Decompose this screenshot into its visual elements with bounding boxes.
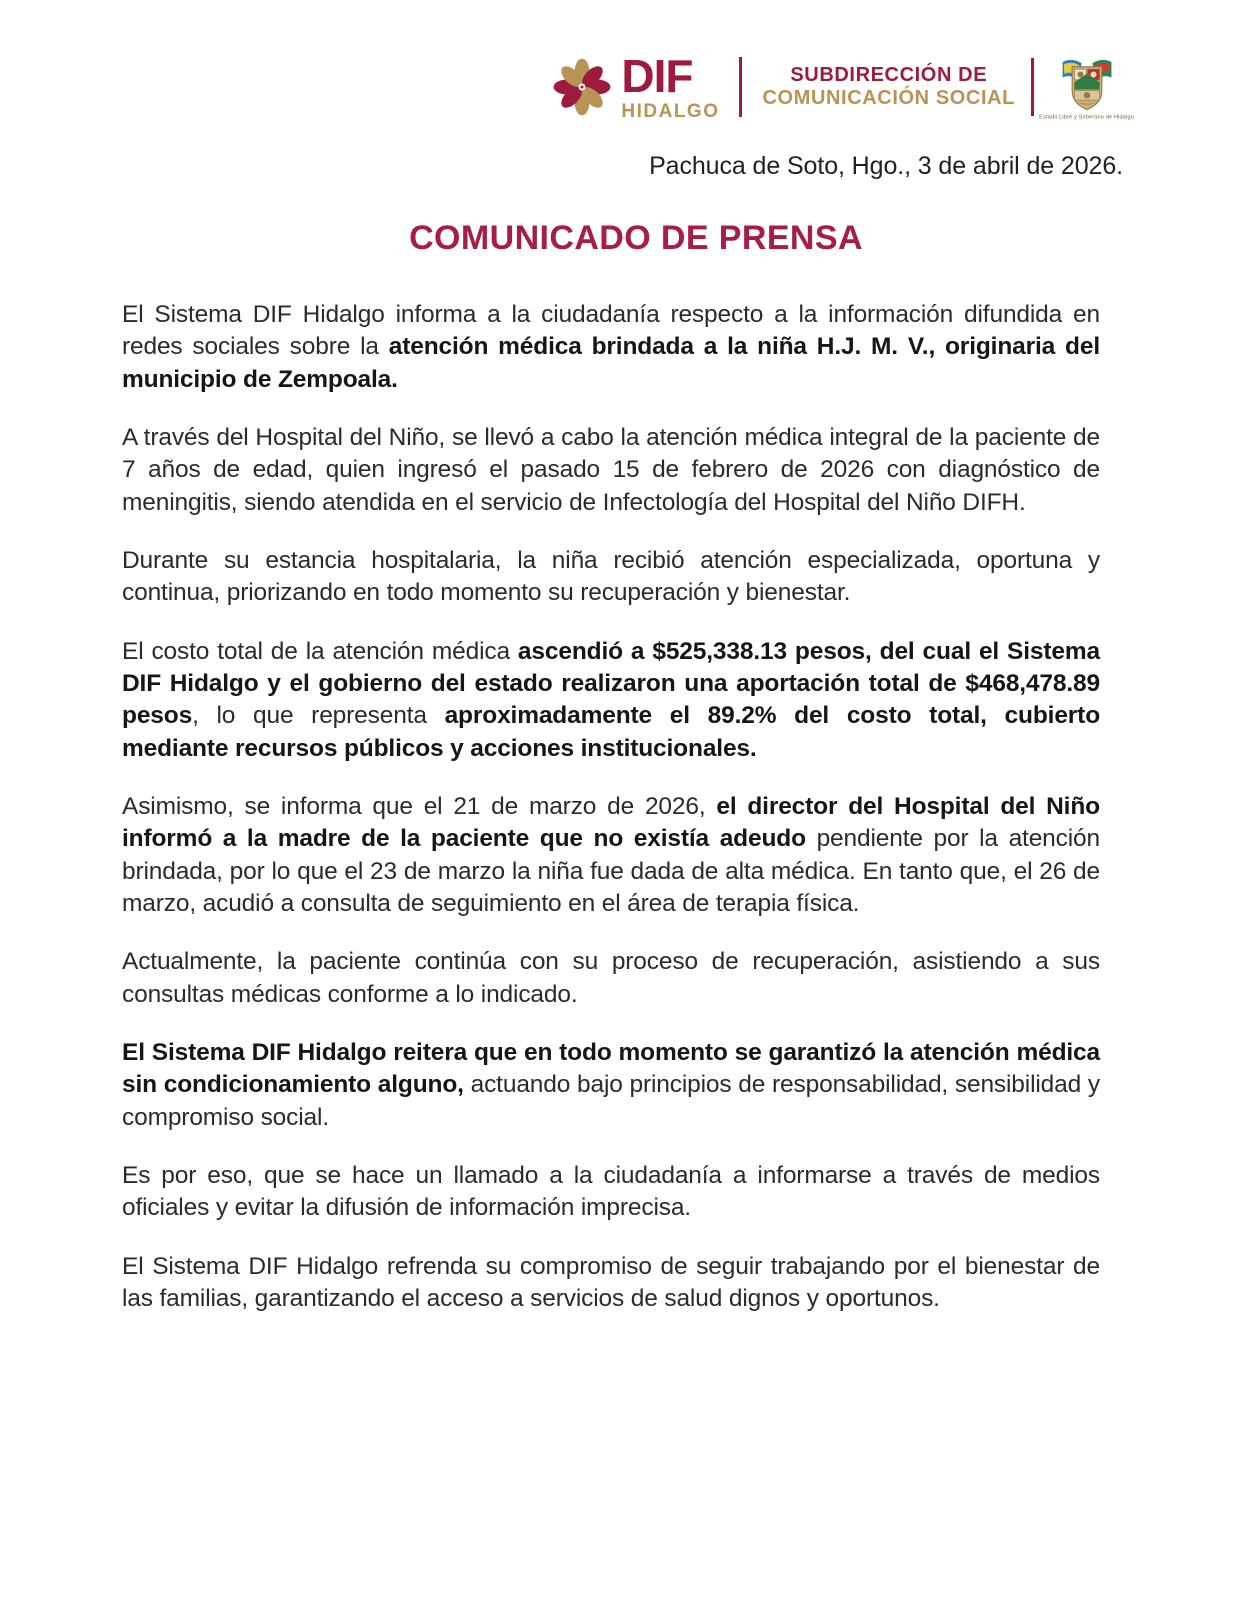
- p6-text: Actualmente, la paciente continúa con su proceso de recuperación, asistiendo a sus consultas médicas conforme a lo indicado.: [122, 948, 1100, 1008]
- header-divider-left: [739, 57, 742, 117]
- department-line-2: COMUNICACIÓN SOCIAL: [762, 87, 1015, 109]
- p4-text-c: , lo que representa: [192, 702, 445, 730]
- hidalgo-coat-of-arms-icon: [1054, 56, 1120, 112]
- document-body: [122, 299, 1100, 1315]
- dateline: Pachuca de Soto, Hgo., 3 de abril de 2026.: [649, 152, 1123, 180]
- header-divider-right: [1031, 58, 1034, 116]
- dif-flower-icon: [553, 58, 611, 116]
- paragraph-1: [122, 299, 1100, 396]
- paragraph-5: [122, 791, 1100, 920]
- paragraph-7: [122, 1037, 1100, 1134]
- p1-text-a: El Sistema DIF Hidalgo informa a la ciudadanía respecto a la información difundida en redes sociales sobre la: [122, 301, 1100, 361]
- p4-text-d: aproximadamente el 89.2% del costo total, cubierto mediante recursos públicos y acciones institucionales.: [122, 702, 1101, 762]
- paragraph-2: [122, 422, 1100, 519]
- p5-text-b: el director del Hospital del Niño informó a la madre de la paciente que no existía adeudo: [122, 792, 1100, 853]
- department-line-1: SUBDIRECCIÓN DE: [790, 64, 988, 86]
- paragraph-4: [122, 636, 1100, 765]
- p7-text-a: El Sistema DIF Hidalgo reitera que en todo momento se garantizó la atención médica sin condicionamiento alguno,: [122, 1038, 1100, 1099]
- p4-text-b: ascendió a $525,338.13 pesos, del cual el Sistema DIF Hidalgo y el gobierno del estado realizaron una aportación total de $468,478.89 pesos: [122, 637, 1100, 730]
- p8-text: Es por eso, que se hace un llamado a la ciudadanía a informarse a través de medios oficiales y evitar la difusión de información imprecisa.: [122, 1161, 1100, 1222]
- p9-text: El Sistema DIF Hidalgo refrenda su compromiso de seguir trabajando por el bienestar de las familias, garantizando el acceso a servicios de salud dignos y oportunos.: [122, 1252, 1100, 1312]
- emblem-caption: Estado Libre y Soberano de Hidalgo: [1039, 113, 1135, 120]
- p3-text: Durante su estancia hospitalaria, la niña recibió atención especializada, oportuna y continua, priorizando en todo momento su recuperación y bienestar.: [122, 546, 1100, 607]
- dif-wordmark: [621, 50, 720, 122]
- p4-text-a: El costo total de la atención médica: [122, 637, 518, 665]
- paragraph-9: [122, 1251, 1100, 1316]
- paragraph-8: [122, 1160, 1100, 1225]
- dif-main-text: DIF: [621, 50, 693, 102]
- p5-text-c: pendiente por la atención brindada, por lo que el 23 de marzo la niña fue dada de alta médica. En tanto que, el 26 de marzo, acudió a consulta de seguimiento en el área de terapia física.: [122, 825, 1100, 917]
- paragraph-3: [122, 545, 1100, 610]
- paragraph-6: [122, 946, 1100, 1011]
- page-title: COMUNICADO DE PRENSA: [409, 219, 863, 257]
- document-header: [553, 48, 1135, 126]
- p7-text-b: actuando bajo principios de responsabilidad, sensibilidad y compromiso social.: [122, 1071, 1100, 1131]
- dif-hidalgo-logo: [553, 50, 720, 122]
- p5-text-a: Asimismo, se informa que el 21 de marzo de 2026,: [122, 792, 717, 820]
- p2-text: A través del Hospital del Niño, se llevó a cabo la atención médica integral de la paciente de 7 años de edad, quien ingresó el pasado 15 de febrero de 2026 con diagnóstico de meningitis, siendo atendida en el servicio de Infectología del Hospital del Niño DIFH.: [122, 423, 1100, 516]
- hidalgo-emblem: [1039, 56, 1135, 120]
- dif-sub-text: HIDALGO: [621, 101, 720, 122]
- department-name: [762, 64, 1015, 110]
- p1-text-b: atención médica brindada a la niña H.J. M. V., originaria del municipio de Zempoala.: [122, 333, 1100, 393]
